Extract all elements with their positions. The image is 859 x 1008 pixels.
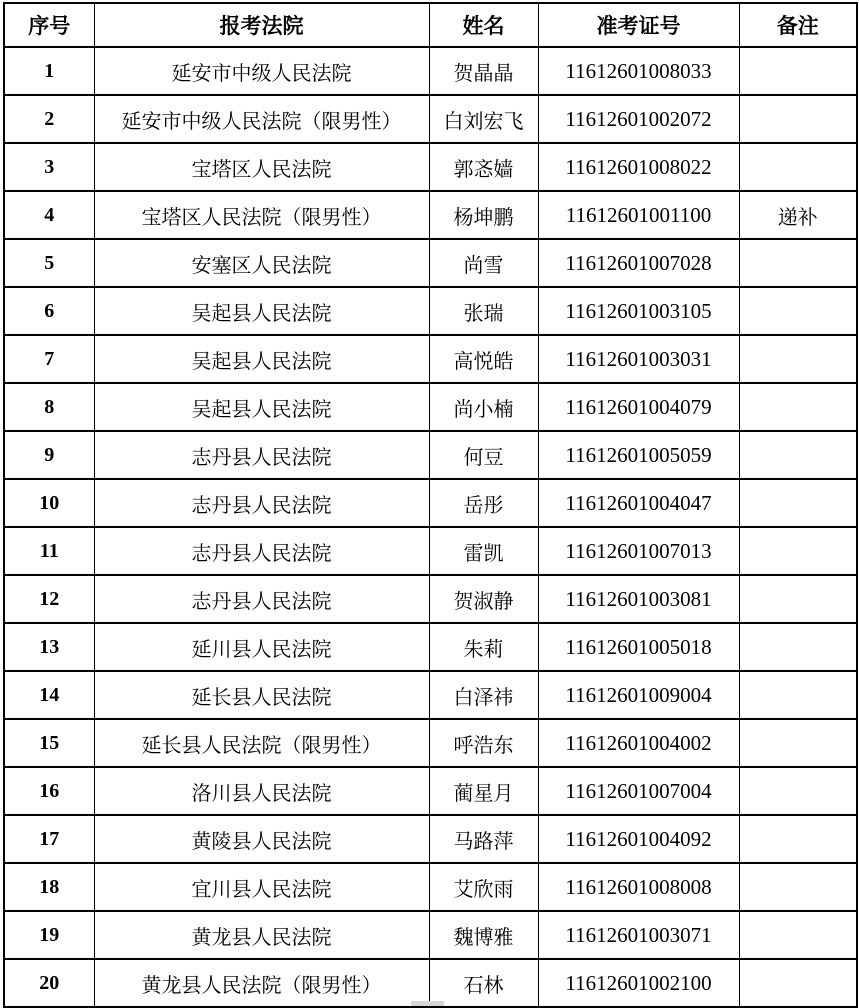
cell-ticket: 11612601007004 xyxy=(538,767,739,815)
cell-ticket: 11612601008022 xyxy=(538,143,739,191)
cell-court: 吴起县人民法院 xyxy=(94,335,429,383)
table-row xyxy=(4,527,857,575)
cell-index: 20 xyxy=(4,959,94,1007)
cell-index: 10 xyxy=(4,479,94,527)
cell-court: 安塞区人民法院 xyxy=(94,239,429,287)
cell-index: 13 xyxy=(4,623,94,671)
column-header-court: 报考法院 xyxy=(94,3,429,47)
cell-ticket: 11612601003071 xyxy=(538,911,739,959)
table-row xyxy=(4,191,857,239)
cell-ticket: 11612601004002 xyxy=(538,719,739,767)
column-header-remark: 备注 xyxy=(739,3,857,47)
cell-index: 9 xyxy=(4,431,94,479)
cell-name: 马路萍 xyxy=(429,815,538,863)
cell-ticket: 11612601007013 xyxy=(538,527,739,575)
cell-ticket: 11612601004047 xyxy=(538,479,739,527)
cell-index: 14 xyxy=(4,671,94,719)
cell-remark xyxy=(739,239,857,287)
table-row xyxy=(4,575,857,623)
table-row xyxy=(4,47,857,95)
cell-name: 高悦皓 xyxy=(429,335,538,383)
cell-name: 张瑞 xyxy=(429,287,538,335)
cell-ticket: 11612601008033 xyxy=(538,47,739,95)
table-row xyxy=(4,239,857,287)
cell-name: 杨坤鹏 xyxy=(429,191,538,239)
cell-remark xyxy=(739,47,857,95)
cell-index: 6 xyxy=(4,287,94,335)
cell-court: 志丹县人民法院 xyxy=(94,479,429,527)
cell-ticket: 11612601001100 xyxy=(538,191,739,239)
cell-index: 5 xyxy=(4,239,94,287)
cell-name: 白泽祎 xyxy=(429,671,538,719)
cell-name: 蔺星月 xyxy=(429,767,538,815)
cell-court: 黄龙县人民法院 xyxy=(94,911,429,959)
cell-court: 洛川县人民法院 xyxy=(94,767,429,815)
cell-court: 延长县人民法院 xyxy=(94,671,429,719)
cell-index: 18 xyxy=(4,863,94,911)
cell-court: 延安市中级人民法院（限男性） xyxy=(94,95,429,143)
cell-index: 16 xyxy=(4,767,94,815)
cell-name: 岳彤 xyxy=(429,479,538,527)
table-row xyxy=(4,431,857,479)
table-row xyxy=(4,143,857,191)
table-row xyxy=(4,719,857,767)
table-row xyxy=(4,479,857,527)
cell-court: 黄龙县人民法院（限男性） xyxy=(94,959,429,1007)
cell-ticket: 11612601002100 xyxy=(538,959,739,1007)
cell-court: 志丹县人民法院 xyxy=(94,527,429,575)
cell-remark xyxy=(739,431,857,479)
scrollbar-fragment xyxy=(411,1001,444,1006)
cell-index: 4 xyxy=(4,191,94,239)
table-row xyxy=(4,335,857,383)
cell-index: 8 xyxy=(4,383,94,431)
cell-index: 3 xyxy=(4,143,94,191)
cell-remark: 递补 xyxy=(739,191,857,239)
cell-ticket: 11612601009004 xyxy=(538,671,739,719)
cell-ticket: 11612601003031 xyxy=(538,335,739,383)
cell-name: 尚小楠 xyxy=(429,383,538,431)
cell-index: 1 xyxy=(4,47,94,95)
cell-ticket: 11612601003081 xyxy=(538,575,739,623)
table-row xyxy=(4,287,857,335)
cell-name: 尚雪 xyxy=(429,239,538,287)
cell-name: 魏博雅 xyxy=(429,911,538,959)
cell-remark xyxy=(739,383,857,431)
cell-court: 宝塔区人民法院 xyxy=(94,143,429,191)
cell-ticket: 11612601005059 xyxy=(538,431,739,479)
cell-name: 白刘宏飞 xyxy=(429,95,538,143)
cell-name: 雷凯 xyxy=(429,527,538,575)
cell-remark xyxy=(739,959,857,1007)
cell-remark xyxy=(739,143,857,191)
table-row xyxy=(4,863,857,911)
cell-index: 15 xyxy=(4,719,94,767)
cell-name: 郭忞嫱 xyxy=(429,143,538,191)
cell-court: 志丹县人民法院 xyxy=(94,431,429,479)
cell-ticket: 11612601002072 xyxy=(538,95,739,143)
cell-ticket: 11612601008008 xyxy=(538,863,739,911)
column-header-name: 姓名 xyxy=(429,3,538,47)
cell-remark xyxy=(739,671,857,719)
cell-name: 石林 xyxy=(429,959,538,1007)
table-row xyxy=(4,767,857,815)
cell-ticket: 11612601003105 xyxy=(538,287,739,335)
table-row xyxy=(4,383,857,431)
cell-index: 11 xyxy=(4,527,94,575)
cell-ticket: 11612601004079 xyxy=(538,383,739,431)
cell-ticket: 11612601004092 xyxy=(538,815,739,863)
cell-remark xyxy=(739,719,857,767)
cell-remark xyxy=(739,575,857,623)
cell-ticket: 11612601005018 xyxy=(538,623,739,671)
roster-body xyxy=(4,47,857,1007)
cell-court: 吴起县人民法院 xyxy=(94,383,429,431)
column-header-ticket: 准考证号 xyxy=(538,3,739,47)
cell-index: 12 xyxy=(4,575,94,623)
cell-remark xyxy=(739,623,857,671)
table-row xyxy=(4,95,857,143)
cell-remark xyxy=(739,863,857,911)
exam-roster-table xyxy=(3,2,858,1008)
cell-remark xyxy=(739,287,857,335)
cell-remark xyxy=(739,479,857,527)
cell-court: 黄陵县人民法院 xyxy=(94,815,429,863)
cell-name: 贺淑静 xyxy=(429,575,538,623)
cell-remark xyxy=(739,527,857,575)
cell-index: 17 xyxy=(4,815,94,863)
table-row xyxy=(4,911,857,959)
cell-court: 延长县人民法院（限男性） xyxy=(94,719,429,767)
table-row xyxy=(4,815,857,863)
cell-remark xyxy=(739,815,857,863)
cell-court: 宜川县人民法院 xyxy=(94,863,429,911)
cell-name: 呼浩东 xyxy=(429,719,538,767)
cell-remark xyxy=(739,767,857,815)
cell-remark xyxy=(739,335,857,383)
column-header-index: 序号 xyxy=(4,3,94,47)
cell-name: 贺晶晶 xyxy=(429,47,538,95)
cell-index: 7 xyxy=(4,335,94,383)
cell-court: 延安市中级人民法院 xyxy=(94,47,429,95)
cell-name: 艾欣雨 xyxy=(429,863,538,911)
cell-remark xyxy=(739,95,857,143)
cell-court: 志丹县人民法院 xyxy=(94,575,429,623)
cell-court: 延川县人民法院 xyxy=(94,623,429,671)
header-row xyxy=(4,3,857,47)
table-row xyxy=(4,671,857,719)
cell-court: 宝塔区人民法院（限男性） xyxy=(94,191,429,239)
table-row xyxy=(4,959,857,1007)
cell-name: 何豆 xyxy=(429,431,538,479)
table-row xyxy=(4,623,857,671)
cell-court: 吴起县人民法院 xyxy=(94,287,429,335)
cell-index: 2 xyxy=(4,95,94,143)
cell-name: 朱莉 xyxy=(429,623,538,671)
cell-ticket: 11612601007028 xyxy=(538,239,739,287)
cell-remark xyxy=(739,911,857,959)
cell-index: 19 xyxy=(4,911,94,959)
